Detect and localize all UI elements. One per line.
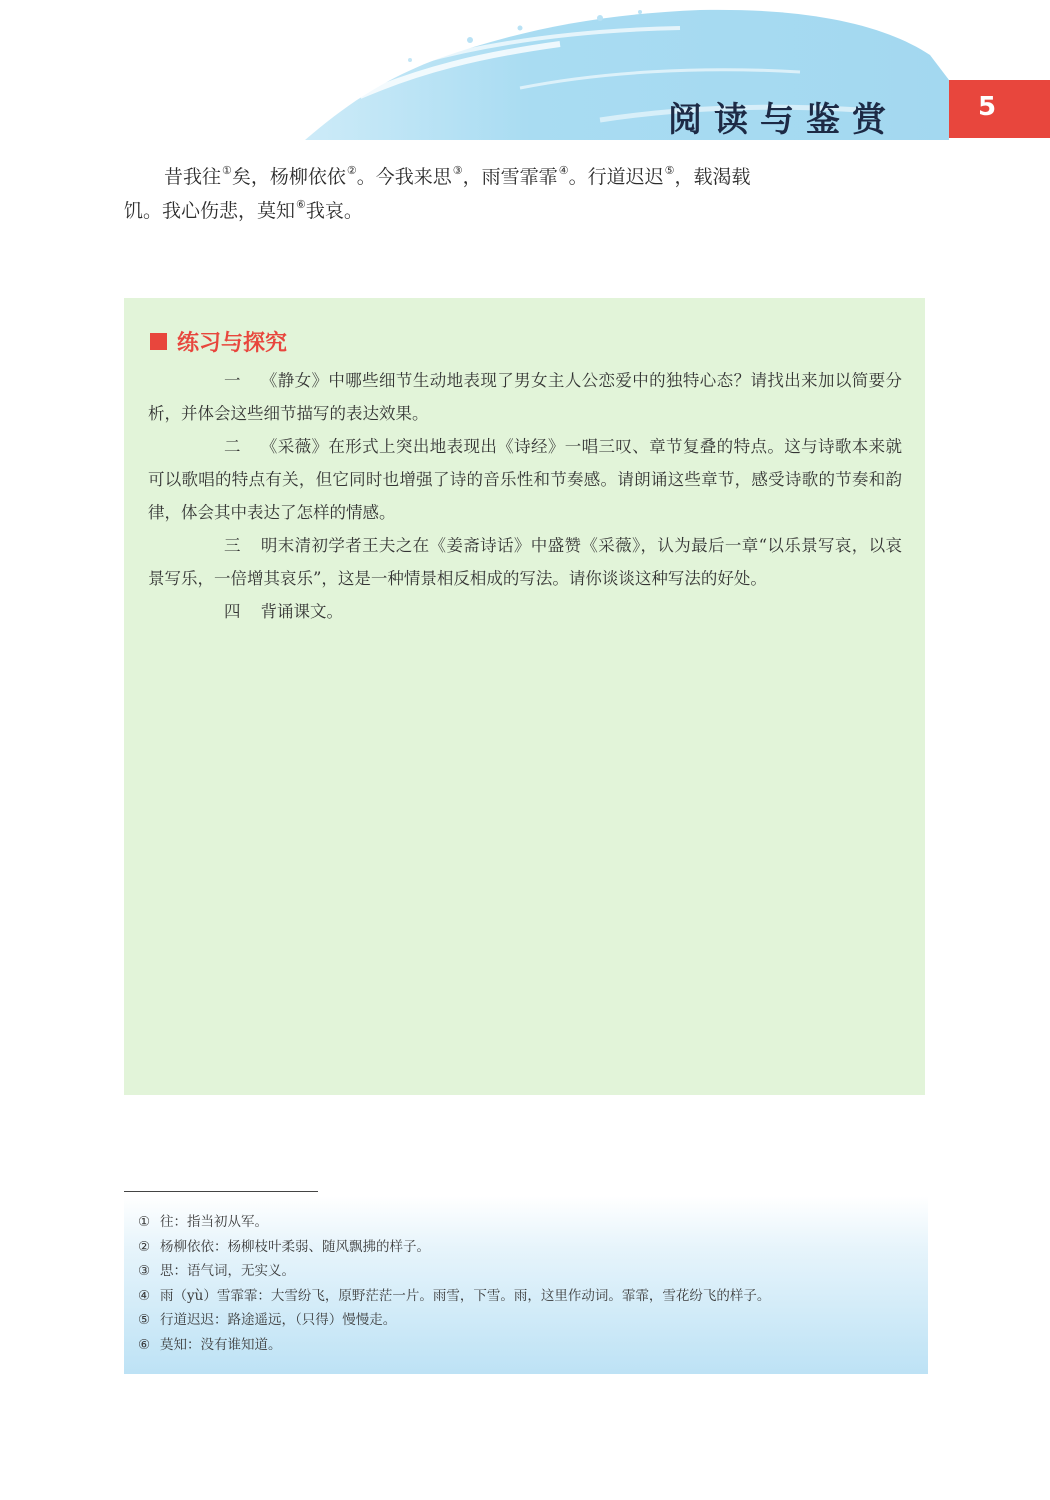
footnote-text: 行道迟迟：路途遥远，（只得）慢慢走。 (160, 1312, 397, 1328)
exercise-list (148, 364, 902, 628)
footnotes-section (124, 1196, 928, 1374)
footnote-text: 思：语气词，无实义。 (160, 1263, 295, 1279)
footnote-reference: ③ (452, 164, 463, 177)
footnote (138, 1284, 770, 1309)
poem-text: ，雨雪霏霏 (462, 166, 558, 188)
exercise-item (148, 430, 902, 529)
exercise-item (148, 595, 902, 628)
footnote (138, 1210, 770, 1235)
exercise-section (124, 298, 925, 1095)
footnote-reference: ② (346, 164, 357, 177)
poem-text: ，载渴载饥。我心伤悲，莫知 (124, 166, 751, 222)
footnote (138, 1259, 770, 1284)
section-title: 阅读与鉴赏 (668, 100, 898, 140)
footnote-text: 莫知：没有谁知道。 (160, 1336, 282, 1353)
exercise-number: 三 (224, 536, 241, 555)
exercise-text: 背诵课文。 (260, 602, 343, 621)
exercise-text: 《静女》中哪些细节生动地表现了男女主人公恋爱中的独特心态？请找出来加以简要分析，并体会这些细节描写的表达效果。 (148, 371, 902, 423)
page-number-tab (949, 80, 1050, 138)
footnote-divider (124, 1191, 318, 1192)
poem-text: 昔我往 (164, 166, 222, 188)
exercise-number: 二 (224, 437, 241, 456)
footnote-reference: ⑥ (296, 198, 306, 211)
footnote-list (138, 1210, 770, 1357)
red-square-bullet-icon (150, 333, 167, 350)
footnote-reference: ① (222, 164, 232, 177)
exercise-text: 《采薇》在形式上突出地表现出《诗经》一唱三叹、章节复叠的特点。这与诗歌本来就可以歌唱的特点有关，但它同时也增强了诗的音乐性和节奏感。请朗诵这些章节，感受诗歌的节奏和韵律，体会其中表达了怎样的情感。 (148, 437, 902, 522)
exercise-item (148, 529, 902, 595)
poem-text: 。今我来思 (356, 166, 452, 188)
footnote-reference: ⑤ (664, 164, 675, 177)
footnote (138, 1235, 770, 1260)
poem-text: 。行道迟迟 (568, 166, 664, 188)
poem-paragraph (124, 160, 764, 228)
footnote-mark: ② (138, 1238, 151, 1255)
poem-text: 矣，杨柳依依 (231, 166, 346, 188)
poem-excerpt (124, 160, 764, 228)
poem-text: 我哀。 (305, 200, 363, 222)
exercise-heading (150, 326, 287, 357)
footnote-mark: ① (138, 1214, 151, 1230)
footnote-mark: ④ (138, 1287, 151, 1304)
exercise-text: 明末清初学者王夫之在《姜斋诗话》中盛赞《采薇》，认为最后一章“以乐景写哀，以哀景写乐，一倍增其哀乐”，这是一种情景相反相成的写法。请你谈谈这种写法的好处。 (148, 536, 902, 588)
footnote (138, 1333, 770, 1358)
footnote (138, 1308, 770, 1333)
page-number: 5 (977, 92, 997, 122)
footnote-text: 往：指当初从军。 (160, 1214, 268, 1230)
footnote-text: 雨（yù）雪霏霏：大雪纷飞，原野茫茫一片。雨雪，下雪。雨，这里作动词。霏霏，雪花纷飞的样子。 (160, 1287, 771, 1304)
exercise-item (148, 364, 902, 430)
page-header (0, 0, 1050, 145)
footnote-text: 杨柳依依：杨柳枝叶柔弱、随风飘拂的样子。 (160, 1238, 430, 1255)
footnote-mark: ⑥ (138, 1336, 151, 1353)
footnote-mark: ⑤ (138, 1312, 151, 1328)
exercise-number: 一 (224, 371, 241, 390)
exercise-number: 四 (224, 602, 241, 621)
footnote-mark: ③ (138, 1263, 151, 1279)
exercise-title: 练习与探究 (177, 331, 288, 356)
footnote-reference: ④ (558, 164, 569, 177)
